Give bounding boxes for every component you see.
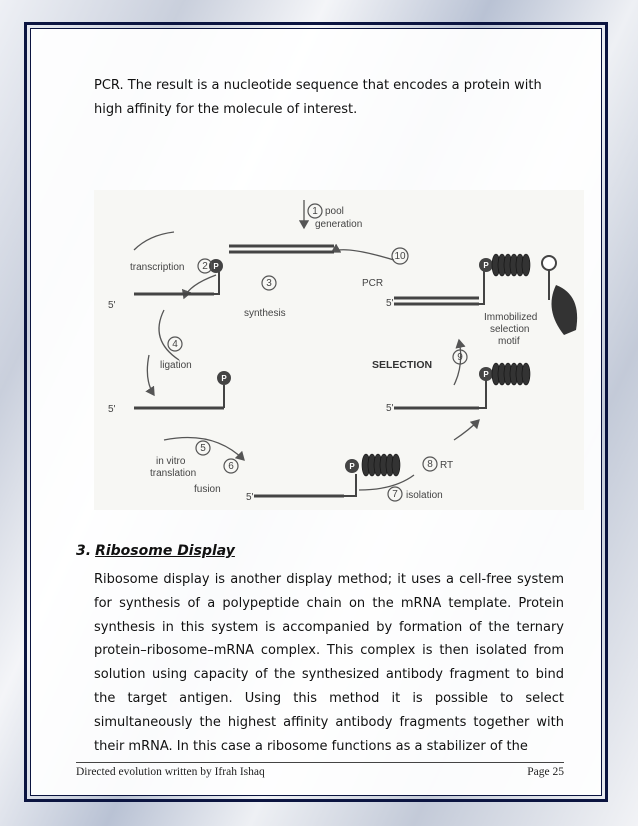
puromycin-label: P — [221, 374, 227, 383]
step-label-rt: RT — [440, 460, 454, 471]
puromycin-label: P — [349, 462, 355, 471]
step-label-ligation: ligation — [160, 360, 192, 371]
mrna-display-cycle-diagram — [94, 190, 584, 510]
puromycin-label: P — [483, 370, 489, 379]
step-number: 7 — [392, 489, 398, 500]
step-number: 3 — [266, 278, 272, 289]
five-prime-label: 5' — [386, 403, 394, 414]
immobilized-motif — [542, 256, 577, 335]
step-label-fusion: fusion — [194, 484, 221, 495]
diagram-svg — [94, 190, 584, 510]
immobilized-label: selection — [490, 324, 530, 335]
section-number: 3. — [76, 543, 92, 559]
section-body-paragraph: Ribosome display is another display method; it uses a cell-free system for synthesis of a polypeptide chain on the mRNA template. Protein synthesis in this system is accompanied by formation of the ternary protein–ribosome–mRNA complex. This complex is then isolated from solution using capacity of the synthesized antibody fragment to bind the target antigen. Using this method it is possible to select simultaneously the highest affinity antibody fragments together with their mRNA. In this case a ribosome functions as a stabilizer of the — [94, 572, 564, 754]
step-number: 10 — [394, 251, 406, 262]
section-title: Ribosome Display — [95, 543, 235, 559]
step-number: 1 — [312, 206, 318, 217]
puromycin-label: P — [483, 261, 489, 270]
step-number: 6 — [228, 461, 234, 472]
step-label-pool: pool — [325, 206, 344, 217]
step-label-isolation: isolation — [406, 490, 443, 501]
five-prime-label: 5' — [246, 492, 254, 503]
step-number: 5 — [200, 443, 206, 454]
section-heading — [76, 543, 235, 559]
step-number: 8 — [427, 459, 433, 470]
footer-author: Directed evolution written by Ifrah Ishaq — [76, 766, 265, 778]
step-label-translation: translation — [150, 468, 197, 479]
immobilized-label: Immobilized — [484, 312, 538, 323]
step-label-generation: generation — [315, 219, 363, 230]
immobilized-label: motif — [498, 336, 520, 347]
step-number: 2 — [202, 261, 208, 272]
five-prime-label: 5' — [108, 404, 116, 415]
step-label-in-vitro: in vitro — [156, 456, 186, 467]
step-label-synthesis: synthesis — [244, 308, 286, 319]
intro-paragraph: PCR. The result is a nucleotide sequence that encodes a protein with high affinity for the molecule of interest. — [94, 78, 542, 117]
footer-page-number: Page 25 — [527, 766, 564, 778]
step-label-transcription: transcription — [130, 262, 185, 273]
page-footer — [76, 762, 564, 778]
step-number: 4 — [172, 339, 178, 350]
five-prime-label: 5' — [386, 298, 394, 309]
puromycin-label: P — [213, 262, 219, 271]
step-label-pcr: PCR — [362, 278, 384, 289]
five-prime-label: 5' — [108, 300, 116, 311]
selection-label: SELECTION — [372, 359, 433, 371]
step-number: 9 — [457, 352, 463, 363]
